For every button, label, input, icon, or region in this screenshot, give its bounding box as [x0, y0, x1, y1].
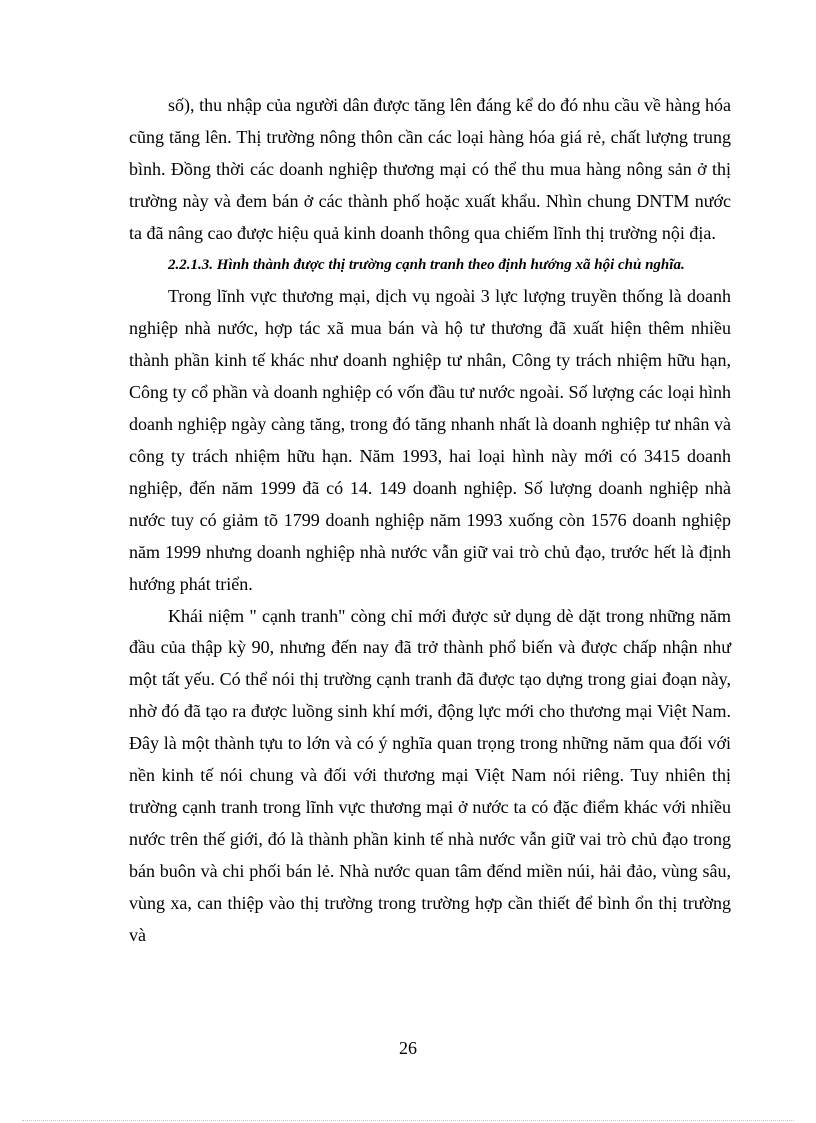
- page-bottom-divider: [22, 1120, 794, 1121]
- continuation-paragraph: số), thu nhập của người dân được tăng lên đáng kể do đó nhu cầu về hàng hóa cũng tăng lên. Thị trường nông thôn cần các loại hàng hóa giá rẻ, chất lượng trung bình. Đồng thời các doanh nghiệp thương mại có thể thu mua hàng nông sản ở thị trường này và đem bán ở các thành phố hoặc xuất khẩu. Nhìn chung DNTM nước ta đã nâng cao được hiệu quả kinh doanh thông qua chiếm lĩnh thị trường nội địa.: [129, 95, 731, 243]
- paragraph-competition-sectors: Trong lĩnh vực thương mại, dịch vụ ngoài 3 lực lượng truyền thống là doanh nghiệp nhà nước, hợp tác xã mua bán và hộ tư thương đã xuất hiện thêm nhiều thành phần kinh tế khác như doanh nghiệp tư nhân, Công ty trách nhiệm hữu hạn, Công ty cổ phần và doanh nghiệp có vốn đầu tư nước ngoài. Số lượng các loại hình doanh nghiệp ngày càng tăng, trong đó tăng nhanh nhất là doanh nghiệp tư nhân và công ty trách nhiệm hữu hạn. Năm 1993, hai loại hình này mới có 3415 doanh nghiệp, đến năm 1999 đã có 14. 149 doanh nghiệp. Số lượng doanh nghiệp nhà nước tuy có giảm tõ 1799 doanh nghiệp năm 1993 xuống còn 1576 doanh nghiệp năm 1999 nhưng doanh nghiệp nhà nước vẫn giữ vai trò chủ đạo, trước hết là định hướng phát triển.: [129, 286, 731, 594]
- body-text: [129, 90, 731, 951]
- paragraph-competition-concept: Khái niệm " cạnh tranh" còng chỉ mới được sử dụng dè dặt trong những năm đầu của thập kỳ 90, nhưng đến nay đã trở thành phổ biến và được chấp nhận như một tất yếu. Có thể nói thị trường cạnh tranh đã được tạo dựng trong giai đoạn này, nhờ đó đã tạo ra được luồng sinh khí mới, động lực mới cho thương mại Việt Nam. Đây là một thành tựu to lớn và có ý nghĩa quan trọng trong những năm qua đối với nền kinh tế nói chung và đối với thương mại Việt Nam nói riêng. Tuy nhiên thị trường cạnh tranh trong lĩnh vực thương mại ở nước ta có đặc điểm khác với nhiều nước trên thế giới, đó là thành phần kinh tế nhà nước vẫn giữ vai trò chủ đạo trong bán buôn và chi phối bán lẻ. Nhà nước quan tâm đếnd miền núi, hải đảo, vùng sâu, vùng xa, can thiệp vào thị trường trong trường hợp cần thiết để bình ổn thị trường và: [129, 605, 731, 945]
- page-number: 26: [399, 1038, 417, 1058]
- section-heading: 2.2.1.3. Hình thành được thị trường cạnh tranh theo định hướng xã hội chủ nghĩa.: [168, 256, 685, 273]
